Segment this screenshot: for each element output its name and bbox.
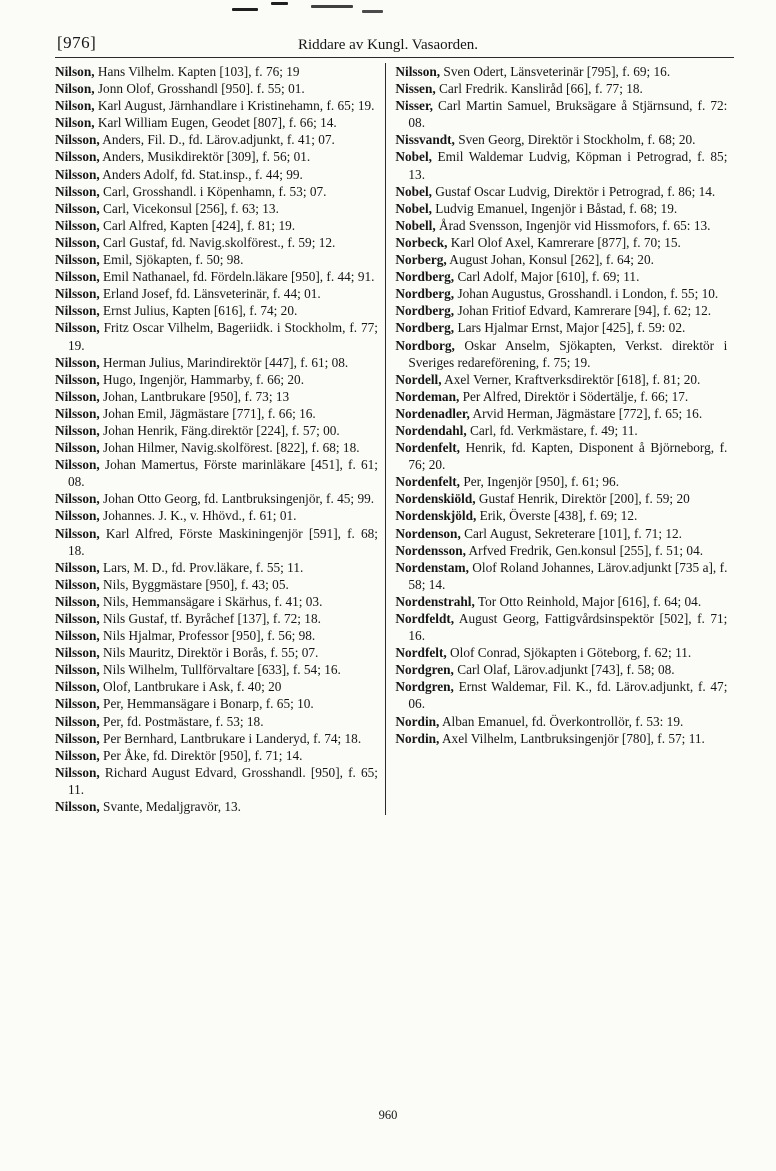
entry-surname: Nordin,	[395, 713, 440, 729]
entry-surname: Nilson,	[55, 98, 95, 114]
directory-entry	[55, 610, 378, 627]
entry-details: Carl Olaf, Lärov.adjunkt [743], f. 58; 08.	[453, 662, 675, 678]
entry-details: Gustaf Oscar Ludvig, Direktör i Petrograd, f. 86; 14.	[431, 183, 716, 199]
entry-surname: Nordenfelt,	[395, 440, 461, 456]
directory-entry	[55, 234, 378, 251]
entry-surname: Nordenstrahl,	[395, 593, 475, 609]
entry-surname: Nilsson,	[55, 440, 100, 456]
entry-surname: Nordberg,	[395, 303, 455, 319]
directory-entry	[395, 593, 727, 610]
entry-surname: Nilsson,	[55, 611, 100, 626]
entry-surname: Nilsson,	[55, 371, 100, 387]
entry-surname: Nordenstam,	[395, 559, 469, 575]
entry-surname: Nobel,	[395, 149, 432, 165]
directory-entry	[395, 217, 727, 234]
entry-details: Nils Mauritz, Direktör i Borås, f. 55; 07.	[99, 645, 319, 661]
entry-surname: Nordborg,	[395, 337, 455, 353]
entry-details: Henrik, fd. Kapten, Disponent å Björneborg, f. 76; 20.	[408, 440, 728, 473]
entry-surname: Nordgren,	[395, 679, 454, 695]
entry-surname: Nilson,	[55, 115, 95, 131]
entry-details: Årad Svensson, Ingenjör vid Hissmofors, f. 65: 13.	[435, 217, 711, 233]
entry-details: Per, Ingenjör [950], f. 61; 96.	[460, 474, 620, 490]
entry-surname: Nordendahl,	[395, 422, 467, 438]
entry-details: Carl, Grosshandl. i Köpenhamn, f. 53; 07.	[99, 183, 327, 199]
entry-surname: Nilsson,	[55, 696, 100, 712]
directory-entry	[55, 695, 378, 712]
directory-entry	[395, 713, 727, 730]
directory-entry	[55, 764, 378, 798]
directory-entry	[55, 644, 378, 661]
directory-entry	[55, 268, 378, 285]
entry-details: Carl Fredrik. Kansliråd [66], f. 77; 18.	[435, 81, 643, 97]
directory-entry	[55, 388, 378, 405]
entry-details: Nils Gustaf, tf. Byråchef [137], f. 72; 18.	[99, 611, 321, 626]
directory-entry	[55, 713, 378, 730]
directory-entry	[55, 507, 378, 524]
scan-artifact-mark	[311, 5, 353, 8]
directory-entry	[55, 593, 378, 610]
directory-entry	[55, 422, 378, 439]
entry-surname: Nilsson,	[55, 149, 100, 165]
entry-surname: Nilsson,	[55, 422, 100, 438]
entry-details: Per Åke, fd. Direktör [950], f. 71; 14.	[99, 747, 303, 763]
entry-details: Johan Emil, Jägmästare [771], f. 66; 16.	[99, 405, 316, 421]
entry-surname: Nordberg,	[395, 269, 455, 285]
directory-entry	[395, 490, 727, 507]
entry-details: Per, fd. Postmästare, f. 53; 18.	[99, 713, 264, 729]
entry-surname: Nilsson,	[55, 200, 100, 216]
entry-surname: Nordgren,	[395, 662, 454, 678]
entry-details: Olof Conrad, Sjökapten i Göteborg, f. 62; 11.	[446, 645, 692, 661]
directory-entry	[395, 507, 727, 524]
entry-surname: Nilsson,	[55, 508, 100, 524]
directory-entry	[55, 678, 378, 695]
directory-entry	[395, 422, 727, 439]
directory-entry	[55, 166, 378, 183]
entry-details: Herman Julius, Marindirektör [447], f. 61; 08.	[99, 354, 349, 370]
entry-surname: Nilsson,	[55, 662, 100, 678]
page-title: Riddare av Kungl. Vasaorden.	[297, 37, 479, 53]
entry-details: Hans Vilhelm. Kapten [103], f. 76; 19	[94, 64, 300, 79]
entry-details: Ludvig Emanuel, Ingenjör i Båstad, f. 68; 19.	[431, 200, 678, 216]
entry-details: August Georg, Fattigvårdsinspektör [502], f. 71; 16.	[408, 611, 728, 644]
directory-entry	[395, 251, 727, 268]
entry-surname: Nilson,	[55, 81, 95, 97]
directory-entry	[395, 148, 727, 182]
directory-entry	[55, 730, 378, 747]
entry-details: Johan Augustus, Grosshandl. i London, f. 55; 10.	[454, 286, 719, 302]
entry-details: Johan Otto Georg, fd. Lantbruksingenjör, f. 45; 99.	[99, 491, 375, 507]
entry-details: Oskar Anselm, Sjökapten, Verkst. direktör i Sveriges redareförening, f. 75; 19.	[408, 337, 728, 370]
directory-entry	[395, 730, 727, 747]
scan-artifact-mark	[362, 10, 383, 13]
entry-surname: Nissvandt,	[395, 132, 455, 148]
entry-details: Emil Nathanael, fd. Fördeln.läkare [950], f. 44; 91.	[99, 269, 375, 285]
directory-entry	[55, 576, 378, 593]
entry-surname: Nordenskiöld,	[395, 491, 476, 507]
entry-details: Johan Henrik, Fäng.direktör [224], f. 57; 00.	[99, 422, 340, 438]
entry-surname: Nilsson,	[55, 303, 100, 319]
directory-entry	[395, 183, 727, 200]
entry-details: Axel Vilhelm, Lantbruksingenjör [780], f. 57; 11.	[439, 730, 705, 746]
entry-details: Carl Adolf, Major [610], f. 69; 11.	[454, 269, 640, 285]
entry-surname: Nordberg,	[395, 286, 455, 302]
directory-entry	[395, 371, 727, 388]
entry-surname: Nordberg,	[395, 320, 455, 336]
entry-surname: Nobel,	[395, 183, 432, 199]
directory-entry	[55, 251, 378, 268]
entry-details: Per Alfred, Direktör i Södertälje, f. 66; 17.	[459, 388, 689, 404]
entry-details: Johan Hilmer, Navig.skolförest. [822], f. 68; 18.	[99, 440, 360, 456]
entry-details: Karl Olof Axel, Kamrerare [877], f. 70; 15.	[447, 234, 681, 250]
entry-surname: Nordell,	[395, 371, 442, 387]
directory-entry	[55, 490, 378, 507]
directory-entry	[395, 80, 727, 97]
directory-entry	[395, 63, 727, 80]
entry-details: Johan, Lantbrukare [950], f. 73; 13	[99, 388, 290, 404]
entry-details: Anders, Musikdirektör [309], f. 56; 01.	[99, 149, 311, 165]
scan-artifact-mark	[271, 2, 288, 5]
entry-details: Lars, M. D., fd. Prov.läkare, f. 55; 11.	[99, 559, 304, 575]
entry-details: Erik, Överste [438], f. 69; 12.	[476, 508, 638, 524]
entry-surname: Nilsson,	[55, 679, 100, 695]
directory-entry	[395, 678, 727, 712]
entry-surname: Nisser,	[395, 98, 433, 114]
entry-details: Anders, Fil. D., fd. Lärov.adjunkt, f. 41; 07.	[99, 132, 335, 148]
entry-details: Tor Otto Reinhold, Major [616], f. 64; 04.	[474, 593, 702, 609]
entry-surname: Nilsson,	[55, 559, 100, 575]
directory-entry	[55, 217, 378, 234]
directory-entry	[55, 559, 378, 576]
entry-details: Karl William Eugen, Geodet [807], f. 66; 14.	[94, 115, 337, 131]
entry-details: Karl August, Järnhandlare i Kristinehamn, f. 65; 19.	[94, 98, 375, 114]
entry-surname: Nilsson,	[55, 491, 100, 507]
entry-surname: Nilsson,	[395, 64, 441, 79]
entry-details: Per Bernhard, Lantbrukare i Landeryd, f. 74; 18.	[99, 730, 362, 746]
directory-entry	[55, 319, 378, 353]
directory-entry	[55, 200, 378, 217]
entry-details: Sven Georg, Direktör i Stockholm, f. 68; 20.	[454, 132, 696, 148]
directory-columns	[55, 63, 734, 815]
entry-details: Arfved Fredrik, Gen.konsul [255], f. 51; 04.	[465, 542, 704, 558]
entry-surname: Nordeman,	[395, 388, 460, 404]
directory-entry	[55, 371, 378, 388]
entry-surname: Nilsson,	[55, 747, 100, 763]
entry-surname: Nilsson,	[55, 645, 100, 661]
entry-details: Johan Mamertus, Förste marinläkare [451], f. 61; 08.	[68, 457, 378, 490]
directory-entry	[395, 542, 727, 559]
directory-entry	[395, 661, 727, 678]
directory-entry	[55, 285, 378, 302]
entry-details: Arvid Herman, Jägmästare [772], f. 65; 16.	[469, 405, 703, 421]
entry-surname: Nordenskjöld,	[395, 508, 477, 524]
directory-entry	[55, 439, 378, 456]
entry-surname: Nordfelt,	[395, 645, 447, 661]
entry-details: Erland Josef, fd. Länsveterinär, f. 44; 01.	[99, 286, 321, 302]
directory-entry	[55, 148, 378, 165]
entry-details: Ernst Waldemar, Fil. K., fd. Lärov.adjunkt, f. 47; 06.	[408, 679, 728, 712]
column-right	[386, 63, 727, 815]
entry-details: Johan Fritiof Edvard, Kamrerare [94], f. 62; 12.	[454, 303, 712, 319]
entry-surname: Nordenson,	[395, 525, 461, 541]
page-folio-number: [976]	[57, 33, 97, 52]
entry-surname: Norberg,	[395, 252, 447, 268]
entry-details: Nils Wilhelm, Tullförvaltare [633], f. 54; 16.	[99, 662, 341, 678]
entry-details: Nils, Byggmästare [950], f. 43; 05.	[99, 576, 289, 592]
entry-surname: Nilsson,	[55, 234, 100, 250]
entry-details: Carl, Vicekonsul [256], f. 63; 13.	[99, 200, 279, 216]
entry-details: Emil Waldemar Ludvig, Köpman i Petrograd, f. 85; 13.	[408, 149, 728, 182]
directory-entry	[395, 302, 727, 319]
entry-details: Carl, fd. Verkmästare, f. 49; 11.	[466, 422, 638, 438]
directory-entry	[395, 559, 727, 593]
directory-entry	[395, 268, 727, 285]
entry-details: Gustaf Henrik, Direktör [200], f. 59; 20	[475, 491, 690, 507]
directory-entry	[395, 473, 727, 490]
directory-entry	[395, 439, 727, 473]
entry-surname: Nilsson,	[55, 713, 100, 729]
entry-surname: Nilsson,	[55, 799, 100, 815]
entry-surname: Nilsson,	[55, 525, 100, 541]
entry-surname: Nilsson,	[55, 320, 100, 336]
directory-entry	[395, 644, 727, 661]
entry-surname: Nordenfelt,	[395, 474, 461, 490]
directory-entry	[55, 97, 378, 114]
entry-surname: Nilson,	[55, 64, 95, 79]
entry-surname: Nobell,	[395, 217, 436, 233]
entry-surname: Nilsson,	[55, 405, 100, 421]
entry-details: Svante, Medaljgravör, 13.	[99, 799, 241, 815]
directory-entry	[395, 388, 727, 405]
directory-entry	[395, 200, 727, 217]
entry-surname: Nilsson,	[55, 269, 100, 285]
directory-entry	[395, 319, 727, 336]
entry-surname: Nissen,	[395, 81, 436, 97]
directory-entry	[395, 337, 727, 371]
directory-entry	[55, 456, 378, 490]
entry-details: Axel Verner, Kraftverksdirektör [618], f. 81; 20.	[441, 371, 701, 387]
entry-details: Per, Hemmansägare i Bonarp, f. 65; 10.	[99, 696, 314, 712]
directory-entry	[55, 798, 378, 815]
entry-surname: Nilsson,	[55, 183, 100, 199]
directory-entry	[55, 405, 378, 422]
entry-surname: Nilsson,	[55, 628, 100, 644]
entry-details: Olof, Lantbrukare i Ask, f. 40; 20	[99, 679, 282, 695]
directory-entry	[55, 302, 378, 319]
entry-details: Fritz Oscar Vilhelm, Bageriidk. i Stockholm, f. 77; 19.	[68, 320, 378, 353]
directory-entry	[55, 183, 378, 200]
entry-surname: Nilsson,	[55, 593, 100, 609]
entry-details: Sven Odert, Länsveterinär [795], f. 69; 16.	[440, 64, 671, 79]
entry-details: Emil, Sjökapten, f. 50; 98.	[99, 252, 244, 268]
entry-details: Anders Adolf, fd. Stat.insp., f. 44; 99.	[99, 166, 303, 182]
entry-surname: Nordensson,	[395, 542, 466, 558]
entry-surname: Nilsson,	[55, 252, 100, 268]
directory-entry	[395, 405, 727, 422]
entry-surname: Norbeck,	[395, 234, 448, 250]
entry-surname: Nilsson,	[55, 166, 100, 182]
entry-surname: Nilsson,	[55, 132, 100, 148]
directory-entry	[395, 525, 727, 542]
entry-surname: Nordin,	[395, 730, 440, 746]
entry-details: Lars Hjalmar Ernst, Major [425], f. 59: 02.	[454, 320, 686, 336]
header-rule	[55, 57, 734, 58]
directory-entry	[55, 354, 378, 371]
directory-entry	[395, 234, 727, 251]
entry-surname: Nordenadler,	[395, 405, 470, 421]
entry-details: Carl Alfred, Kapten [424], f. 81; 19.	[99, 217, 296, 233]
entry-surname: Nilsson,	[55, 354, 100, 370]
entry-surname: Nilsson,	[55, 764, 100, 780]
directory-entry	[395, 610, 727, 644]
entry-details: August Johan, Konsul [262], f. 64; 20.	[446, 252, 654, 268]
directory-entry	[55, 661, 378, 678]
directory-entry	[55, 627, 378, 644]
directory-entry	[395, 285, 727, 302]
entry-details: Alban Emanuel, fd. Överkontrollör, f. 53: 19.	[439, 713, 684, 729]
entry-details: Karl Alfred, Förste Maskiningenjör [591], f. 68; 18.	[68, 525, 378, 558]
entry-details: Carl Gustaf, fd. Navig.skolförest., f. 59; 12.	[99, 234, 336, 250]
entry-surname: Nilsson,	[55, 286, 100, 302]
entry-details: Carl August, Sekreterare [101], f. 71; 12.	[460, 525, 682, 541]
directory-entry	[55, 63, 378, 80]
column-left	[55, 63, 385, 815]
entry-details: Olof Roland Johannes, Lärov.adjunkt [735 a], f. 58; 14.	[408, 559, 728, 592]
entry-details: Ernst Julius, Kapten [616], f. 74; 20.	[99, 303, 298, 319]
entry-details: Johannes. J. K., v. Hhövd., f. 61; 01.	[99, 508, 297, 524]
entry-details: Nils, Hemmansägare i Skärhus, f. 41; 03.	[99, 593, 323, 609]
directory-entry	[55, 80, 378, 97]
entry-surname: Nilsson,	[55, 457, 100, 473]
entry-details: Richard August Edvard, Grosshandl. [950], f. 65; 11.	[68, 764, 378, 797]
directory-entry	[55, 747, 378, 764]
entry-surname: Nilsson,	[55, 217, 100, 233]
directory-entry	[55, 114, 378, 131]
entry-details: Hugo, Ingenjör, Hammarby, f. 66; 20.	[99, 371, 305, 387]
entry-details: Jonn Olof, Grosshandl [950]. f. 55; 01.	[94, 81, 305, 97]
footer-page-number: 960	[378, 1108, 398, 1122]
directory-entry	[55, 525, 378, 559]
directory-entry	[395, 97, 727, 131]
entry-details: Carl Martin Samuel, Bruksägare å Stjärnsund, f. 72: 08.	[408, 98, 728, 131]
scan-artifact-mark	[232, 8, 258, 11]
entry-surname: Nilsson,	[55, 576, 100, 592]
entry-surname: Nordfeldt,	[395, 611, 455, 626]
entry-surname: Nobel,	[395, 200, 432, 216]
entry-details: Nils Hjalmar, Professor [950], f. 56; 98.	[99, 628, 316, 644]
directory-entry	[395, 131, 727, 148]
entry-surname: Nilsson,	[55, 388, 100, 404]
entry-surname: Nilsson,	[55, 730, 100, 746]
directory-entry	[55, 131, 378, 148]
